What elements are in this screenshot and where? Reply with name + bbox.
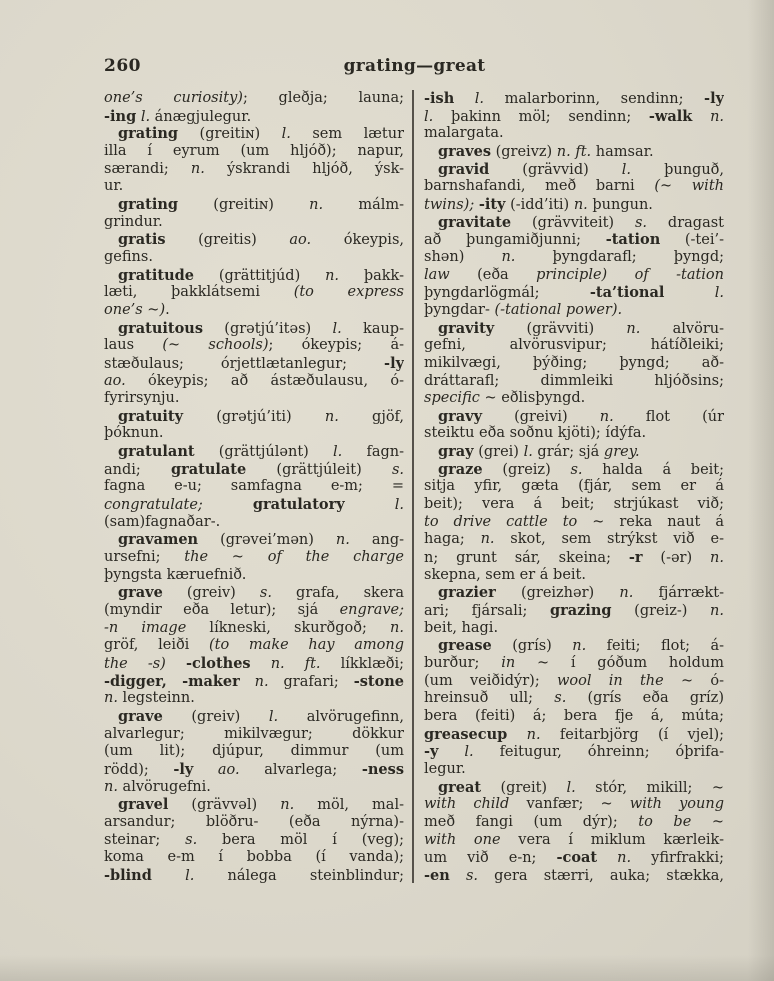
text-line: to drive cattle to ~ reka naut á — [424, 513, 724, 530]
running-head: grating—great — [343, 56, 486, 76]
text-line: grindur. — [104, 213, 163, 230]
text-line: l. þakinn möl; sendinn; -walk n. — [424, 107, 724, 125]
text-line: (um lit); djúpur, dimmur (um — [104, 743, 404, 760]
text-line: gravity (grävviti) n. alvöru- — [438, 319, 724, 337]
text-line: stæðulaus; órjettlætanlegur; -ly — [104, 354, 404, 372]
text-line: one’s ~). — [104, 301, 170, 318]
text-line: gray (grei) l. grár; sjá grey. — [438, 443, 640, 461]
text-line: graze (greiz) s. halda á beit; — [438, 460, 724, 478]
text-line: greasecup n. feitarbjörg (í vjel); — [424, 725, 724, 743]
text-line: grating (greitiɴ) n. málm- — [118, 195, 404, 213]
text-line: með fangi (um dýr); to be ~ — [424, 813, 724, 830]
text-line: with child vanfær; ~ with young — [424, 796, 724, 813]
text-line: fyrirsynju. — [104, 390, 180, 407]
text-line: great (greit) l. stór, mikill; ~ — [438, 778, 724, 796]
text-line: steiktu eða soðnu kjöti); ídýfa. — [424, 425, 647, 442]
text-line: þyngsta kæruefnið. — [104, 566, 247, 583]
text-line: grating (greitiɴ) l. sem lætur — [118, 125, 404, 143]
text-line: n. alvörugefni. — [104, 778, 211, 795]
right-column — [424, 90, 724, 885]
text-line: -en s. gera stærri, auka; stækka, — [424, 866, 724, 884]
text-line: grave (greiv) l. alvörugefinn, — [118, 707, 404, 725]
text-line: haga; n. skot, sem strýkst við e- — [424, 531, 724, 548]
text-line: særandi; n. ýskrandi hljóð, ýsk- — [104, 160, 404, 177]
text-line: n. legsteinn. — [104, 690, 195, 707]
text-line: rödd); -ly ao. alvarlega; -ness — [104, 760, 404, 778]
text-line: skepna, sem er á beit. — [424, 566, 586, 583]
text-line: one’s curiosity); gleðja; launa; — [104, 90, 404, 106]
text-line: sitja yfir, gæta (fjár, sem er á — [424, 478, 724, 495]
text-line: alvarlegur; mikilvægur; dökkur — [104, 725, 404, 742]
text-line: gravamen (grəvei’mən) n. ang- — [118, 531, 404, 549]
text-line: grave (greiv) s. grafa, skera — [118, 584, 404, 602]
text-line: congratulate; gratulatory l. — [104, 496, 404, 514]
text-line: dráttarafl; dimmleiki hljóðsins; — [424, 372, 724, 389]
text-line: gravel (grävvəl) n. möl, mal- — [118, 796, 404, 814]
text-line: illa í eyrum (um hljóð); napur, — [104, 142, 404, 159]
text-line: þóknun. — [104, 425, 164, 442]
text-line: þyngdar- (-tational power). — [424, 301, 623, 318]
text-line: grazier (greizhər) n. fjárrækt- — [438, 584, 724, 602]
text-line: legur. — [424, 760, 466, 777]
text-line: gröf, leiði (to make hay among — [104, 637, 404, 654]
text-line: gefni, alvörusvipur; hátíðleiki; — [424, 337, 724, 354]
text-line: (myndir eða letur); sjá engrave; — [104, 602, 404, 619]
text-line: arsandur; blöðru- (eða nýrna)- — [104, 813, 404, 830]
text-line: gefins. — [104, 248, 153, 265]
text-line: -n image líkneski, skurðgoð; n. — [104, 619, 404, 636]
text-line: the -s) -clothes n. ft. líkklæði; — [104, 655, 404, 672]
text-line: (um veiðidýr); wool in the ~ ó- — [424, 672, 724, 689]
text-line: laus (~ schools); ókeypis; á- — [104, 337, 404, 354]
text-line: gratuitous (grətjú’itəs) l. kaup- — [118, 319, 404, 337]
text-line: steinar; s. bera möl í (veg); — [104, 831, 404, 848]
text-line: burður; in ~ í góðum holdum — [424, 655, 724, 671]
text-line: fagna e-u; samfagna e-m; = — [104, 478, 404, 495]
text-line: ao. ókeypis; að ástæðulausu, ó- — [104, 372, 404, 389]
text-line: -y l. feitugur, óhreinn; óþrifa- — [424, 743, 724, 761]
text-line: læti, þakklátsemi (to express — [104, 284, 404, 301]
text-line: gravitate (grävviteit) s. dragast — [438, 213, 724, 231]
text-line: ari; fjársali; grazing (greiz-) n. — [424, 602, 724, 620]
text-line: gravid (grävvid) l. þunguð, — [438, 160, 724, 178]
text-line: þyngdarlögmál; -ta’tional l. — [424, 284, 724, 302]
text-line: ur. — [104, 178, 124, 195]
text-line: grease (grís) n. feiti; flot; á- — [438, 637, 724, 655]
text-line: beit); vera á beit; strjúkast við; — [424, 496, 724, 513]
text-line: law (eða principle) of -tation — [424, 266, 724, 283]
column-divider — [412, 90, 414, 883]
left-column — [104, 90, 404, 885]
text-line: bera (feiti) á; bera fje á, múta; — [424, 707, 724, 724]
text-line: with one vera í miklum kærleik- — [424, 831, 724, 848]
text-line: gratulant (grättjúlənt) l. fagn- — [118, 443, 404, 461]
text-line: andi; gratulate (grättjúleit) s. — [104, 460, 404, 478]
text-line: ursefni; the ~ of the charge — [104, 549, 404, 566]
text-line: um við e-n; -coat n. yfirfrakki; — [424, 849, 724, 867]
text-line: hreinsuð ull; s. (grís eða gríz) — [424, 690, 724, 707]
text-line: malargata. — [424, 125, 504, 142]
text-line: gratis (greitis) ao. ókeypis, — [118, 231, 404, 249]
page-edge-shadow-bottom — [0, 955, 774, 981]
text-line: shən) n. þyngdarafl; þyngd; — [424, 248, 724, 265]
text-line: gratuity (grətjú’iti) n. gjöf, — [118, 407, 404, 425]
text-line: (sam)fagnaðar-. — [104, 513, 221, 530]
text-line: -ish l. malarborinn, sendinn; -ly — [424, 90, 724, 107]
text-line: graves (greivz) n. ft. hamsar. — [438, 142, 654, 160]
text-line: gravy (greivi) n. flot (úr — [438, 407, 724, 425]
text-line: barnshafandi, með barni (~ with — [424, 178, 724, 195]
text-line: mikilvægi, þýðing; þyngd; að- — [424, 354, 724, 371]
text-line: gratitude (grättitjúd) n. þakk- — [118, 266, 404, 284]
text-line: twins); -ity (-idd’iti) n. þungun. — [424, 195, 653, 213]
text-line: -blind l. nálega steinblindur; — [104, 866, 404, 884]
text-line: koma e-m í bobba (í vanda); — [104, 849, 404, 866]
text-line: beit, hagi. — [424, 619, 499, 636]
page-edge-shadow-right — [748, 0, 774, 981]
text-line: specific ~ eðlisþyngd. — [424, 390, 586, 407]
text-line: -ing l. ánægjulegur. — [104, 107, 252, 125]
text-line: n; grunt sár, skeina; -r (-ər) n. — [424, 549, 724, 567]
page-number: 260 — [104, 56, 141, 76]
text-line: að þungamiðjunni; -tation (-tei’- — [424, 231, 724, 249]
text-line: -digger, -maker n. grafari; -stone — [104, 672, 404, 690]
